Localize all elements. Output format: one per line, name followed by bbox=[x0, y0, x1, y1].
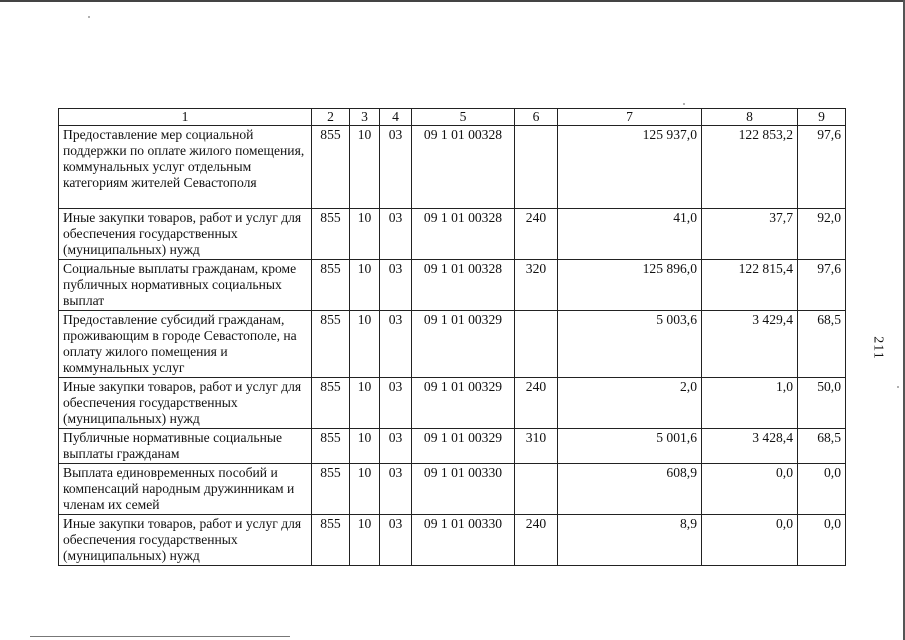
cell-percent: 92,0 bbox=[798, 209, 846, 260]
cell-ministry-code: 855 bbox=[312, 429, 350, 464]
cell-executed: 37,7 bbox=[702, 209, 798, 260]
cell-planned: 41,0 bbox=[558, 209, 702, 260]
cell-planned: 8,9 bbox=[558, 515, 702, 566]
cell-expense-type bbox=[515, 126, 558, 209]
cell-planned: 2,0 bbox=[558, 378, 702, 429]
cell-section: 10 bbox=[350, 209, 380, 260]
cell-subsection: 03 bbox=[380, 464, 412, 515]
cell-ministry-code: 855 bbox=[312, 209, 350, 260]
cell-percent: 97,6 bbox=[798, 126, 846, 209]
cell-ministry-code: 855 bbox=[312, 311, 350, 378]
cell-percent: 97,6 bbox=[798, 260, 846, 311]
cell-executed: 122 853,2 bbox=[702, 126, 798, 209]
cell-subsection: 03 bbox=[380, 260, 412, 311]
cell-section: 10 bbox=[350, 260, 380, 311]
row-description: Выплата единовременных пособий и компенсаций народным дружинникам и членам их семей bbox=[59, 464, 312, 515]
table-row bbox=[59, 515, 846, 566]
cell-expense-type: 240 bbox=[515, 209, 558, 260]
budget-table bbox=[58, 108, 846, 566]
cell-expense-type bbox=[515, 311, 558, 378]
cell-subsection: 03 bbox=[380, 126, 412, 209]
cell-executed: 0,0 bbox=[702, 515, 798, 566]
cell-ministry-code: 855 bbox=[312, 515, 350, 566]
column-header: 4 bbox=[380, 109, 412, 126]
cell-ministry-code: 855 bbox=[312, 260, 350, 311]
cell-planned: 5 001,6 bbox=[558, 429, 702, 464]
cell-planned: 125 937,0 bbox=[558, 126, 702, 209]
cell-percent: 68,5 bbox=[798, 311, 846, 378]
column-header: 2 bbox=[312, 109, 350, 126]
table-row bbox=[59, 209, 846, 260]
cell-expense-type: 310 bbox=[515, 429, 558, 464]
cell-executed: 122 815,4 bbox=[702, 260, 798, 311]
row-description: Иные закупки товаров, работ и услуг для обеспечения государственных (муниципальных) нужд bbox=[59, 378, 312, 429]
table-row bbox=[59, 464, 846, 515]
row-description: Публичные нормативные социальные выплаты гражданам bbox=[59, 429, 312, 464]
table-header-row bbox=[59, 109, 846, 126]
cell-ministry-code: 855 bbox=[312, 378, 350, 429]
scan-speck bbox=[897, 386, 899, 388]
table-row bbox=[59, 260, 846, 311]
cell-section: 10 bbox=[350, 515, 380, 566]
row-description: Предоставление мер социальной поддержки по оплате жилого помещения, коммунальных услуг отдельным категориям жителей Севастополя bbox=[59, 126, 312, 209]
cell-ministry-code: 855 bbox=[312, 126, 350, 209]
cell-subsection: 03 bbox=[380, 311, 412, 378]
table-row bbox=[59, 378, 846, 429]
cell-expense-type: 320 bbox=[515, 260, 558, 311]
page-number: 211 bbox=[870, 336, 886, 360]
cell-section: 10 bbox=[350, 429, 380, 464]
cell-target-article: 09 1 01 00329 bbox=[412, 429, 515, 464]
cell-percent: 0,0 bbox=[798, 464, 846, 515]
cell-subsection: 03 bbox=[380, 429, 412, 464]
scan-edge-bottom bbox=[30, 636, 290, 637]
cell-subsection: 03 bbox=[380, 515, 412, 566]
cell-executed: 3 428,4 bbox=[702, 429, 798, 464]
cell-target-article: 09 1 01 00328 bbox=[412, 126, 515, 209]
cell-section: 10 bbox=[350, 378, 380, 429]
cell-target-article: 09 1 01 00329 bbox=[412, 378, 515, 429]
column-header: 9 bbox=[798, 109, 846, 126]
cell-percent: 0,0 bbox=[798, 515, 846, 566]
cell-subsection: 03 bbox=[380, 378, 412, 429]
column-header: 3 bbox=[350, 109, 380, 126]
cell-expense-type: 240 bbox=[515, 515, 558, 566]
cell-planned: 125 896,0 bbox=[558, 260, 702, 311]
cell-target-article: 09 1 01 00329 bbox=[412, 311, 515, 378]
column-header: 5 bbox=[412, 109, 515, 126]
row-description: Иные закупки товаров, работ и услуг для обеспечения государственных (муниципальных) нужд bbox=[59, 209, 312, 260]
cell-planned: 5 003,6 bbox=[558, 311, 702, 378]
cell-percent: 50,0 bbox=[798, 378, 846, 429]
column-header: 7 bbox=[558, 109, 702, 126]
cell-target-article: 09 1 01 00330 bbox=[412, 515, 515, 566]
cell-planned: 608,9 bbox=[558, 464, 702, 515]
cell-executed: 3 429,4 bbox=[702, 311, 798, 378]
cell-expense-type bbox=[515, 464, 558, 515]
cell-section: 10 bbox=[350, 311, 380, 378]
cell-expense-type: 240 bbox=[515, 378, 558, 429]
column-header: 8 bbox=[702, 109, 798, 126]
scan-speck bbox=[88, 16, 90, 18]
cell-target-article: 09 1 01 00330 bbox=[412, 464, 515, 515]
cell-section: 10 bbox=[350, 126, 380, 209]
cell-executed: 1,0 bbox=[702, 378, 798, 429]
scan-speck bbox=[683, 103, 685, 105]
cell-section: 10 bbox=[350, 464, 380, 515]
table-row bbox=[59, 311, 846, 378]
column-header: 1 bbox=[59, 109, 312, 126]
cell-target-article: 09 1 01 00328 bbox=[412, 209, 515, 260]
row-description: Социальные выплаты гражданам, кроме публичных нормативных социальных выплат bbox=[59, 260, 312, 311]
scan-edge-top bbox=[0, 0, 905, 2]
row-description: Иные закупки товаров, работ и услуг для обеспечения государственных (муниципальных) нужд bbox=[59, 515, 312, 566]
cell-percent: 68,5 bbox=[798, 429, 846, 464]
row-description: Предоставление субсидий гражданам, проживающим в городе Севастополе, на оплату жилого помещения и коммунальных услуг bbox=[59, 311, 312, 378]
cell-ministry-code: 855 bbox=[312, 464, 350, 515]
table-row bbox=[59, 126, 846, 209]
column-header: 6 bbox=[515, 109, 558, 126]
table-row bbox=[59, 429, 846, 464]
cell-executed: 0,0 bbox=[702, 464, 798, 515]
cell-subsection: 03 bbox=[380, 209, 412, 260]
cell-target-article: 09 1 01 00328 bbox=[412, 260, 515, 311]
